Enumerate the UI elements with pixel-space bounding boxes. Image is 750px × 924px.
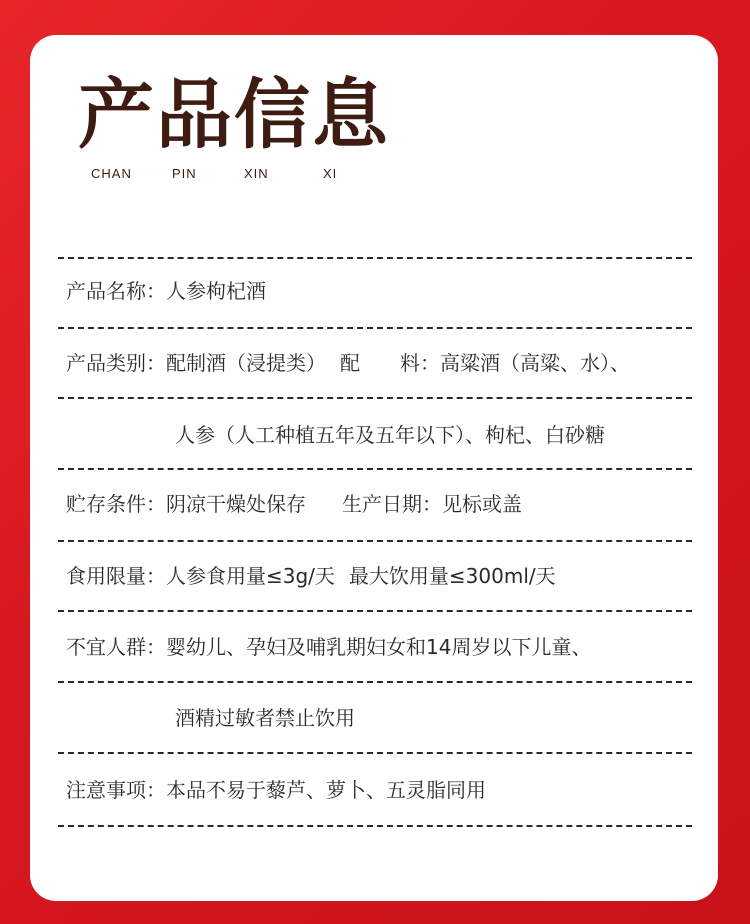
row-value: 最大饮用量≤300ml/天 [348, 564, 556, 588]
row-value: 配制酒（浸提类） [166, 351, 326, 375]
row-value: 人参（人工种植五年及五年以下）、枸杞、白砂糖 [175, 423, 605, 447]
product-info-card [30, 35, 718, 901]
title-pinyin: CHAN [91, 166, 132, 181]
divider [58, 610, 692, 612]
info-row-unsuitable [66, 637, 686, 657]
page-title: 产品信息 [78, 70, 390, 159]
row-value: 见标或盖 [442, 492, 522, 516]
info-row-storage [66, 494, 686, 514]
info-row-dosage [66, 566, 686, 586]
divider [58, 752, 692, 754]
info-row-ingredients-cont [175, 425, 750, 445]
info-row-unsuitable-cont [175, 708, 750, 728]
row-value: 本品不易于藜芦、萝卜、五灵脂同用 [166, 778, 486, 802]
row-label: 贮存条件： [66, 492, 166, 516]
row-value: 人参食用量≤3g/天 [166, 564, 335, 588]
divider [58, 397, 692, 399]
divider [58, 468, 692, 470]
divider [58, 257, 692, 259]
row-value: 人参枸杞酒 [166, 279, 266, 303]
row-label: 不宜人群： [66, 635, 166, 659]
title-pinyin: XIN [244, 166, 269, 181]
row-label: 食用限量： [66, 564, 166, 588]
title-pinyin: PIN [172, 166, 197, 181]
row-label: 产品名称： [66, 279, 166, 303]
row-value: 高粱酒（高粱、水）、 [440, 351, 630, 375]
info-row-category [66, 353, 686, 373]
divider [58, 825, 692, 827]
row-value: 酒精过敏者禁止饮用 [175, 706, 355, 730]
title-pinyin: XI [323, 166, 338, 181]
info-row-notes [66, 780, 686, 800]
row-label: 注意事项： [66, 778, 166, 802]
row-label: 生产日期： [342, 492, 442, 516]
row-label: 配 料： [340, 351, 440, 375]
row-label: 产品类别： [66, 351, 166, 375]
row-value: 婴幼儿、孕妇及哺乳期妇女和14周岁以下儿童、 [166, 635, 592, 659]
divider [58, 540, 692, 542]
divider [58, 327, 692, 329]
row-value: 阴凉干燥处保存 [166, 492, 306, 516]
divider [58, 681, 692, 683]
info-row-product-name [66, 281, 686, 301]
